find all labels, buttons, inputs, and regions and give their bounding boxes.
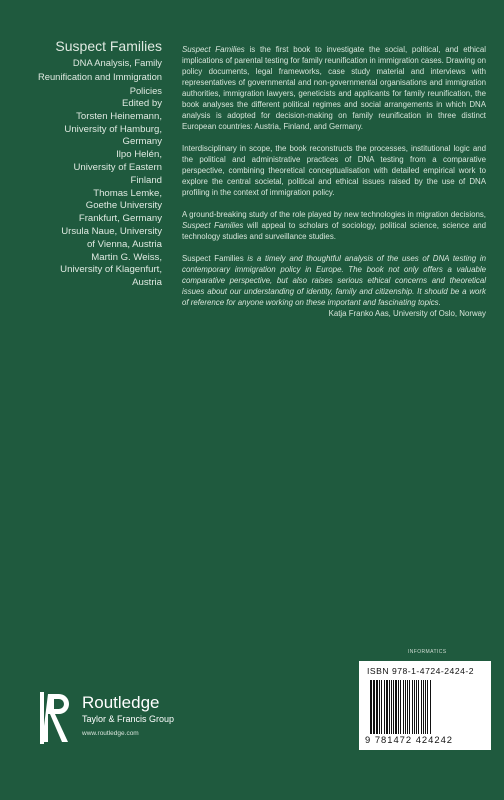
credit-line: Torsten Heinemann, bbox=[76, 110, 162, 122]
paragraph-text: A ground-breaking study of the role played by new technologies in migration decisions, bbox=[182, 210, 486, 219]
publisher-name: Routledge bbox=[82, 693, 160, 712]
credit-line: Goethe University bbox=[85, 200, 162, 212]
barcode-panel bbox=[359, 661, 491, 750]
publisher-group: Taylor & Francis Group bbox=[82, 714, 175, 724]
credit-line: Frankfurt, Germany bbox=[78, 213, 162, 225]
credit-line: Finland bbox=[130, 174, 162, 186]
barcode-digits: 9 781472 424242 bbox=[365, 734, 453, 745]
credit-line: Thomas Lemke, bbox=[93, 187, 162, 199]
publisher-url[interactable]: www.routledge.com bbox=[82, 730, 139, 737]
book-subtitle: DNA Analysis, Family Reunification and Immigration Policies bbox=[37, 57, 162, 96]
paragraph-text: will appeal to scholars of sociology, political science, science and technology studies and surveillance studies. bbox=[182, 221, 486, 241]
editor-credits bbox=[34, 98, 162, 290]
subject-category: INFORMATICS bbox=[408, 649, 447, 655]
credit-line: Austria bbox=[132, 277, 162, 289]
quote-lead: Suspect Families bbox=[182, 254, 244, 263]
blurb-paragraph-2: Interdisciplinary in scope, the book reconstructs the processes, institutional logic and the political and administrative practices of DNA testing from a comparative perspective, combining theoretical conceptualisation with detailed empirical work to explore the central societal, political and ethical issues raised by the use of DNA profiling in the context of immigration policy. bbox=[182, 144, 486, 197]
credit-line: Ilpo Helén, bbox=[116, 149, 162, 161]
credit-line: Edited by bbox=[121, 98, 162, 109]
book-title: Suspect Families bbox=[55, 38, 162, 54]
barcode-icon bbox=[369, 680, 483, 734]
blurb bbox=[182, 44, 486, 319]
sidebar bbox=[34, 38, 162, 290]
endorsement-quote bbox=[182, 253, 486, 308]
credit-line: Germany bbox=[122, 136, 162, 148]
blurb-paragraph-1 bbox=[182, 44, 486, 132]
quote-text: is a timely and thoughtful analysis of the uses of DNA testing in contemporary immigration policy in Europe. The book not only offers a valuable comparative perspective, but also raises serious ethical concerns and theoretical issues about our understanding of identity, family and citizenship. It should be a work of reference for anyone working on these important and fascinating topics. bbox=[182, 254, 487, 307]
book-title-ref: Suspect Families bbox=[182, 45, 245, 54]
credit-line: of Vienna, Austria bbox=[86, 238, 162, 250]
book-title-ref: Suspect Families bbox=[182, 221, 244, 230]
credit-line: Martin G. Weiss, bbox=[91, 251, 162, 263]
credit-line: University of Eastern bbox=[73, 161, 162, 173]
isbn-label: ISBN 978-1-4724-2424-2 bbox=[367, 666, 475, 676]
blurb-paragraph-3 bbox=[182, 209, 486, 242]
credit-line: University of Klagenfurt, bbox=[60, 264, 162, 276]
routledge-r-logo-icon bbox=[38, 690, 76, 746]
credit-line: University of Hamburg, bbox=[64, 123, 162, 135]
endorsement-attribution: Katja Franko Aas, University of Oslo, Norway bbox=[328, 309, 486, 318]
credit-line: Ursula Naue, University bbox=[61, 225, 162, 237]
publisher-logo bbox=[32, 690, 232, 750]
paragraph-text: is the first book to investigate the social, political, and ethical implications of parental testing for family reunification in immigration cases. Drawing on policy documents, legal frameworks, case study material and interviews with representatives of governmental and non-governmental organisations and immigration authorities, immigration lawyers, geneticists and applicants for family reunification, the book analyses the different political regimes and social arrangements in which DNA analysis is adopted for decision-making on family reunification in three distinct European countries: Austria, Finland, and Germany. bbox=[182, 45, 486, 131]
